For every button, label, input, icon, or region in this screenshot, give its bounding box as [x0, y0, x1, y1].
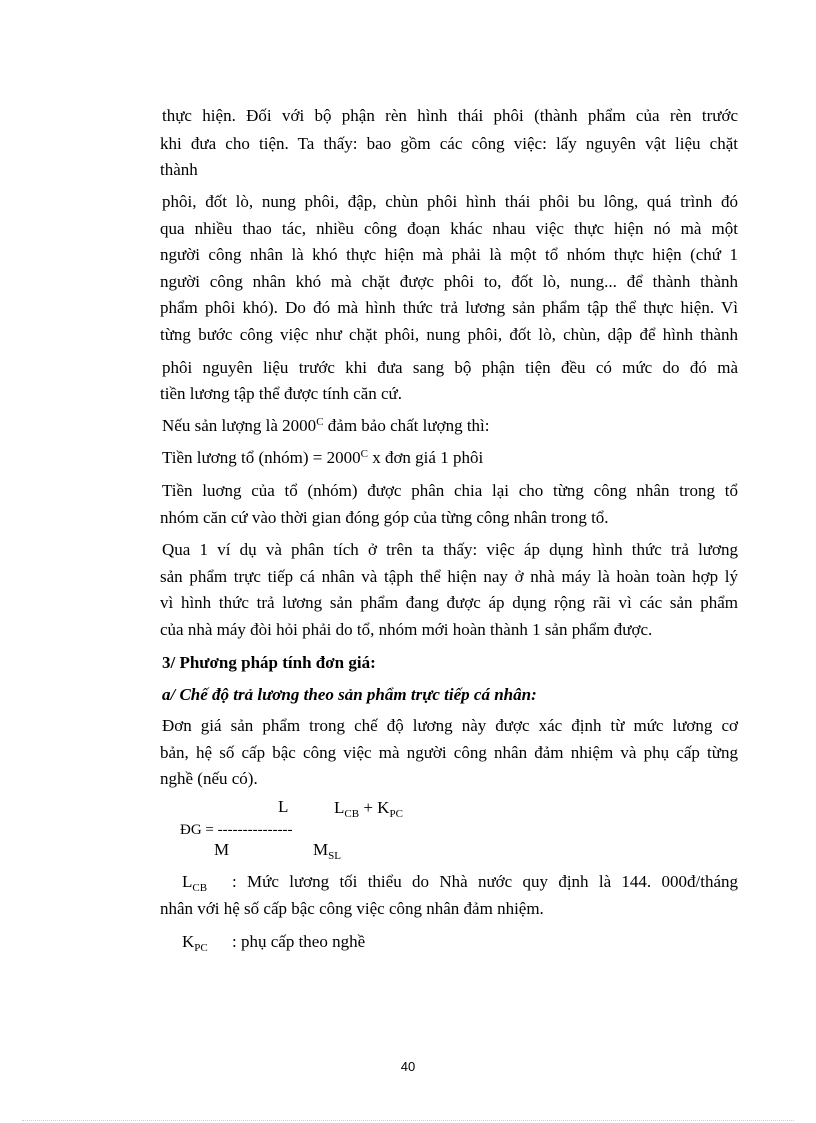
def-kpc-sub: PC — [194, 942, 208, 954]
p5-post: x đơn giá 1 phôi — [367, 448, 484, 467]
def-kpc-sym: K — [182, 932, 195, 951]
def-lcb-sym: L — [182, 872, 193, 891]
p1-line-3: thành — [160, 160, 198, 179]
p7-line-3: vì hình thức trả lương sản phẩm đang được áp dụng rộng rãi vì các sản phẩm — [160, 593, 738, 612]
p3-line-1: phôi nguyên liệu trước khi đưa sang bộ phận tiện đều có mức do đó mà — [162, 358, 738, 377]
formula-numerator — [334, 798, 403, 818]
p6-line-2: nhóm căn cứ vào thời gian đóng góp của từng công nhân trong tổ. — [160, 508, 609, 527]
heading-3: 3/ Phương pháp tính đơn giá: — [162, 653, 376, 672]
p2-line-3: người công nhân là khó thực hiện mà phải là một tổ nhóm thực hiện (chứ 1 — [160, 245, 738, 264]
p5-pre: Tiền lương tổ (nhóm) = 2000 — [162, 448, 361, 467]
formula-denominator — [313, 840, 341, 860]
p2-line-6: từng bước công việc như chặt phôi, nung phôi, đốt lò, chùn, dập để hình thành — [160, 325, 738, 344]
p1-line-1: thực hiện. Đối với bộ phận rèn hình thái phôi (thành phẩm của rèn trước — [162, 106, 738, 125]
formula-kpc-sub: PC — [389, 808, 403, 820]
formula-bottom-m: M — [214, 840, 230, 859]
def-kpc-text: : phụ cấp theo nghề — [232, 932, 366, 951]
def-lcb-sub: CB — [192, 882, 208, 894]
p2-line-4: người công nhân khó mà chặt được phôi to, đốt lò, nung... để thành thành — [160, 272, 738, 291]
p2-line-5: phẩm phôi khó). Do đó mà hình thức trả lương sản phẩm tập thể thực hiện. Vì — [160, 298, 738, 317]
p2-line-2: qua nhiều thao tác, nhiều công đoạn khác nhau việc thực hiện nó mà một — [160, 219, 738, 238]
p2-line-1: phôi, đốt lò, nung phôi, đập, chùn phôi hình thái phôi bu lông, quá trình đó — [162, 192, 738, 211]
def-kpc-symbol — [182, 932, 208, 952]
def-lcb-text-1: : Mức lương tối thiểu do Nhà nước quy định là 144. 000đ/tháng — [232, 872, 738, 891]
formula-plus-k: + K — [359, 798, 390, 817]
p7-line-2: sản phẩm trực tiếp cá nhân và tậph thể hiện nay ở nhà máy là hoàn toàn hợp lý — [160, 567, 738, 586]
def-lcb-symbol — [182, 872, 207, 892]
heading-a: a/ Chế độ trả lương theo sản phẩm trực tiếp cá nhân: — [162, 685, 537, 704]
p8-line-1: Đơn giá sản phẩm trong chế độ lương này được xác định từ mức lương cơ — [162, 716, 738, 735]
p7-line-1: Qua 1 ví dụ và phân tích ở trên ta thấy: việc áp dụng hình thức trả lương — [162, 540, 738, 559]
p3-line-2: tiền lương tập thể được tính căn cứ. — [160, 384, 403, 403]
p8-line-3: nghề (nếu có). — [160, 769, 258, 788]
formula-msl-sub: SL — [328, 850, 341, 862]
p5-sup: C — [360, 448, 368, 460]
p5-line — [162, 448, 738, 468]
formula-lcb-sub: CB — [344, 808, 360, 820]
page-number: 40 — [400, 1059, 416, 1074]
formula-lhs: ĐG = --------------- — [180, 822, 293, 838]
p8-line-2: bản, hệ số cấp bậc công việc mà người công nhân đảm nhiệm và phụ cấp từng — [160, 743, 738, 762]
p1-line-2: khi đưa cho tiện. Ta thấy: bao gồm các công việc: lấy nguyên vật liệu chặt — [160, 134, 738, 153]
def-lcb-text-2: nhân với hệ số cấp bậc công việc công nhân đảm nhiệm. — [160, 899, 544, 918]
p4-line — [162, 416, 738, 436]
page-bottom-border — [22, 1120, 794, 1121]
p6-line-1: Tiền luơng của tổ (nhóm) được phân chia lại cho từng công nhân trong tổ — [162, 481, 738, 500]
p7-line-4: của nhà máy đòi hỏi phải do tổ, nhóm mới hoàn thành 1 sản phẩm được. — [160, 620, 653, 639]
formula-lcb: L — [334, 798, 345, 817]
p4-post: đảm bảo chất lượng thì: — [323, 416, 490, 435]
formula-top-l: L — [278, 797, 289, 816]
p4-pre: Nếu sản lượng là 2000 — [162, 416, 317, 435]
p4-sup: C — [316, 416, 324, 428]
formula-msl: M — [313, 840, 329, 859]
